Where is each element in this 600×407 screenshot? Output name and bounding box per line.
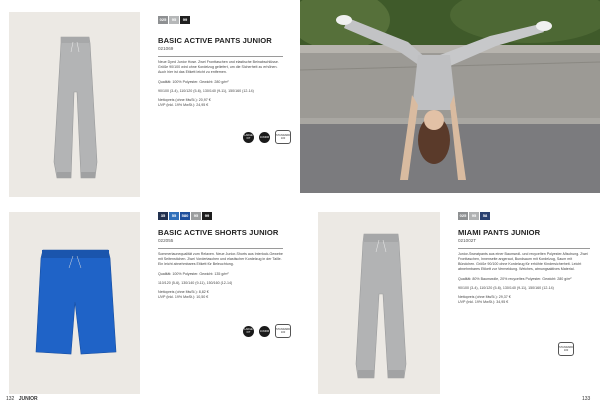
product-image-pants-1: [9, 12, 140, 197]
product-description: Junior-Sweatpants aus einer Baumwoll- und recycelten Polyester-Mischung. Zwei Fronttaschen, Innenseite angeraut, Bundsaum mit Kordelzug, Saum mit Bündchen. Größe 90/100 ohne Kordelzug für erhöhte Kindersicherheit. Leicht abnehmbares Etikett zur Vermeidung. Weiches, atmungsaktives Material.: [458, 252, 588, 271]
section-label: JUNIOR: [18, 396, 38, 402]
price-uvp: UVP (inkl. 19% MwSt.): 34,95 €: [458, 300, 509, 304]
page-number-right: 133: [582, 396, 591, 402]
large-fit-icon: LARGE FIT: [243, 132, 254, 143]
page-number-left: [6, 396, 38, 402]
product-image-shorts: [9, 212, 140, 394]
oeko-tex-badge: STANDARD 100: [558, 342, 574, 356]
product-title: MIAMI PANTS JUNIOR: [458, 228, 541, 237]
price-net: Nettopreis (ohne MwSt.): 20,97 €: [158, 98, 211, 102]
product-code: 021002T: [458, 238, 477, 243]
swatch[interactable]: 58: [480, 212, 490, 220]
swatch[interactable]: 025: [459, 213, 467, 218]
swatch[interactable]: 35: [158, 212, 168, 220]
product-quality: Qualität: 100% Polyester. Gewicht: 280 g/m²: [158, 80, 229, 84]
price-net: Nettopreis (ohne MwSt.): 8,82 €: [158, 290, 209, 294]
product-code: 022055: [158, 238, 174, 243]
product-sizes: 90/100 (3-4), 110/120 (5-6), 130/140 (9-11), 150/160 (12-14): [158, 89, 254, 93]
product-code: 021069: [158, 46, 174, 51]
price-uvp: UVP (inkl. 19% MwSt.): 24,95 €: [158, 103, 209, 107]
swatch[interactable]: 580: [181, 213, 189, 218]
swatch[interactable]: 95: [169, 16, 179, 24]
swatch[interactable]: 95: [469, 212, 479, 220]
swatch[interactable]: 025: [159, 17, 167, 22]
page-number: 132: [6, 396, 15, 402]
product-description: Sommerlaunequalität zum Relaxen. Neue Junior-Shorts aus Interlock-Gewebe mit Seitenstichen. Zwei Vordertaschen und elastischer Kordelzug in der Taille. Ein leicht abnehmbares Etikett für Beleuchtung.: [158, 252, 283, 266]
feature-icons-1: [243, 130, 291, 144]
swatch[interactable]: 95: [191, 212, 201, 220]
product-quality: Qualität: 100% Polyester. Gewicht: 135 g/m²: [158, 272, 229, 276]
grey-pants-illustration: [9, 12, 140, 197]
color-swatches-2: [158, 212, 212, 220]
product-sizes: 90/100 (3-4), 110/120 (5-6), 130/140 (9-11), 150/160 (12-14): [458, 286, 554, 290]
product-sizes: 110/120 (5-6), 130/140 (9-11), 150/160 (12-14): [158, 281, 233, 285]
color-swatches-1: [158, 16, 190, 24]
feature-icons-3: [558, 342, 574, 356]
blue-shorts-illustration: [9, 212, 140, 394]
product-description: Neue Dyed Junior Hose. Zwei Fronttaschen und elastische Beinabschlüsse. Größe 90/100 wird ohne Kordelzug geliefert, um die Sicherheit zu erhöhen. Auch hier ist das Etikett leicht zu entfernen.: [158, 60, 279, 74]
product-image-pants-2: [318, 212, 440, 394]
feature-icons-2: [243, 324, 291, 338]
large-fit-icon: LARGE FIT: [243, 326, 254, 337]
swatch[interactable]: 99: [202, 212, 212, 220]
grey-sweatpants-illustration: [318, 212, 440, 394]
product-title: BASIC ACTIVE SHORTS JUNIOR: [158, 228, 279, 237]
divider: [458, 248, 590, 249]
divider: [158, 56, 283, 57]
color-swatches-3: [458, 212, 490, 220]
product-title: BASIC ACTIVE PANTS JUNIOR: [158, 36, 272, 45]
junior-icon: JUNIOR: [259, 132, 270, 143]
oeko-tex-badge: STANDARD 100: [275, 130, 291, 144]
oeko-tex-badge: STANDARD 100: [275, 324, 291, 338]
price-net: Nettopreis (ohne MwSt.): 29,37 €: [458, 295, 511, 299]
lifestyle-photo-handstand: [300, 0, 600, 193]
price-uvp: UVP (inkl. 19% MwSt.): 10,50 €: [158, 295, 209, 299]
product-quality: Qualität: 80% Baumwolle, 20% recyceltes Polyester. Gewicht: 280 g/m²: [458, 277, 572, 281]
divider: [158, 248, 283, 249]
junior-icon: JUNIOR: [259, 326, 270, 337]
swatch[interactable]: 99: [180, 16, 190, 24]
swatch[interactable]: 55: [169, 212, 179, 220]
handstand-photo: [300, 0, 600, 193]
